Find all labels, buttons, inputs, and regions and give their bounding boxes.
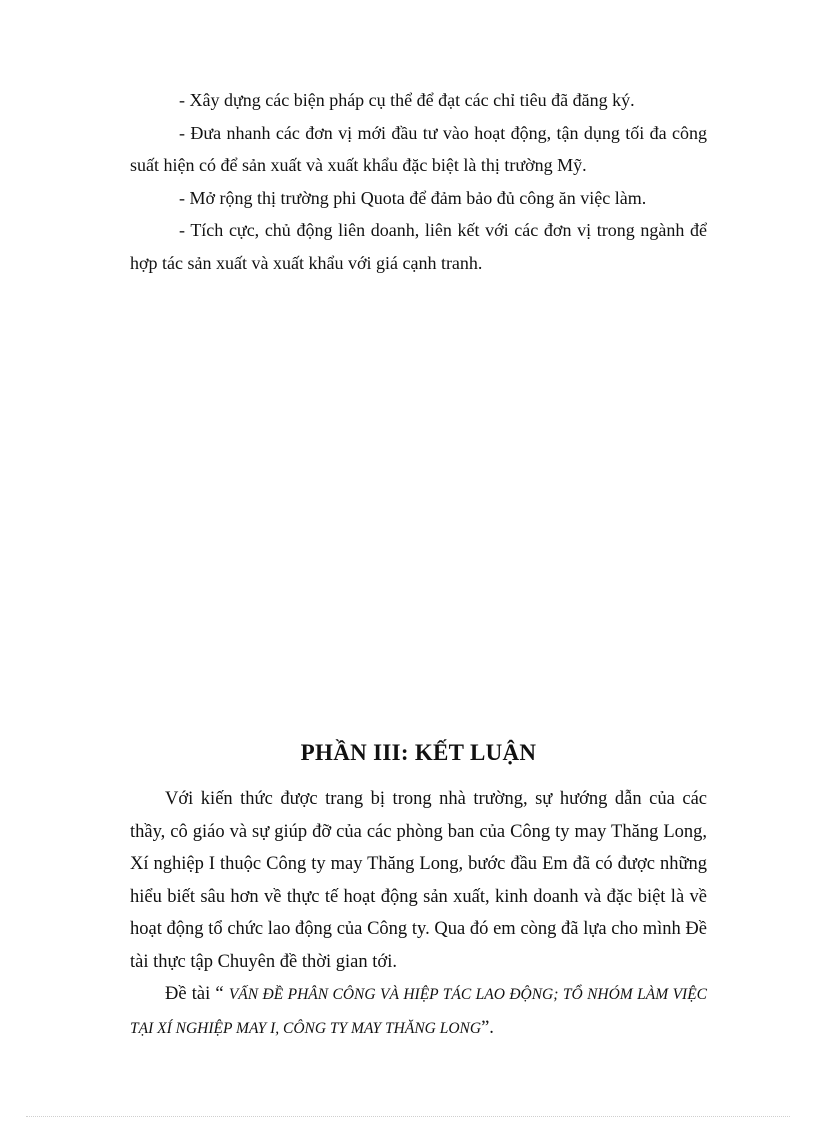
conclusion-body bbox=[130, 783, 707, 1045]
topic-title: VẤN ĐỀ PHÂN CÔNG VÀ HIỆP TÁC LAO ĐỘNG; TỔ NHÓM LÀM VIỆC TẠI XÍ NGHIỆP MAY I, CÔNG TY MAY THĂNG LONG bbox=[130, 986, 708, 1037]
section-heading: PHẦN III: KẾT LUẬN bbox=[300, 740, 537, 765]
recommendations-list bbox=[130, 84, 707, 279]
topic-suffix: ”. bbox=[481, 1017, 494, 1038]
page-bottom-divider bbox=[26, 1116, 790, 1117]
recommendation-item: - Xây dựng các biện pháp cụ thể để đạt các chỉ tiêu đã đăng ký. bbox=[179, 90, 635, 110]
topic-prefix: Đề tài “ bbox=[165, 984, 229, 1004]
recommendation-item: - Mở rộng thị trường phi Quota để đảm bảo đủ công ăn việc làm. bbox=[179, 187, 647, 208]
conclusion-paragraph: Với kiến thức được trang bị trong nhà trường, sự hướng dẫn của các thầy, cô giáo và sự giúp đỡ của các phòng ban của Công ty may Thăng Long, Xí nghiệp I thuộc Công ty may Thăng Long, bước đầu Em đã có được những hiểu biết sâu hơn về thực tế hoạt động sản xuất, kinh doanh và đặc biệt là về hoạt động tổ chức lao động của Công ty. Qua đó em còng đã lựa cho mình Đề tài thực tập Chuyên đề thời gian tới. bbox=[130, 789, 707, 972]
topic-paragraph bbox=[130, 978, 707, 1045]
recommendation-item: - Tích cực, chủ động liên doanh, liên kết với các đơn vị trong ngành để hợp tác sản xuất và xuất khẩu với giá cạnh tranh. bbox=[130, 220, 707, 273]
recommendation-item: - Đưa nhanh các đơn vị mới đầu tư vào hoạt động, tận dụng tối đa công suất hiện có để sản xuất và xuất khẩu đặc biệt là thị trường Mỹ. bbox=[130, 122, 707, 175]
